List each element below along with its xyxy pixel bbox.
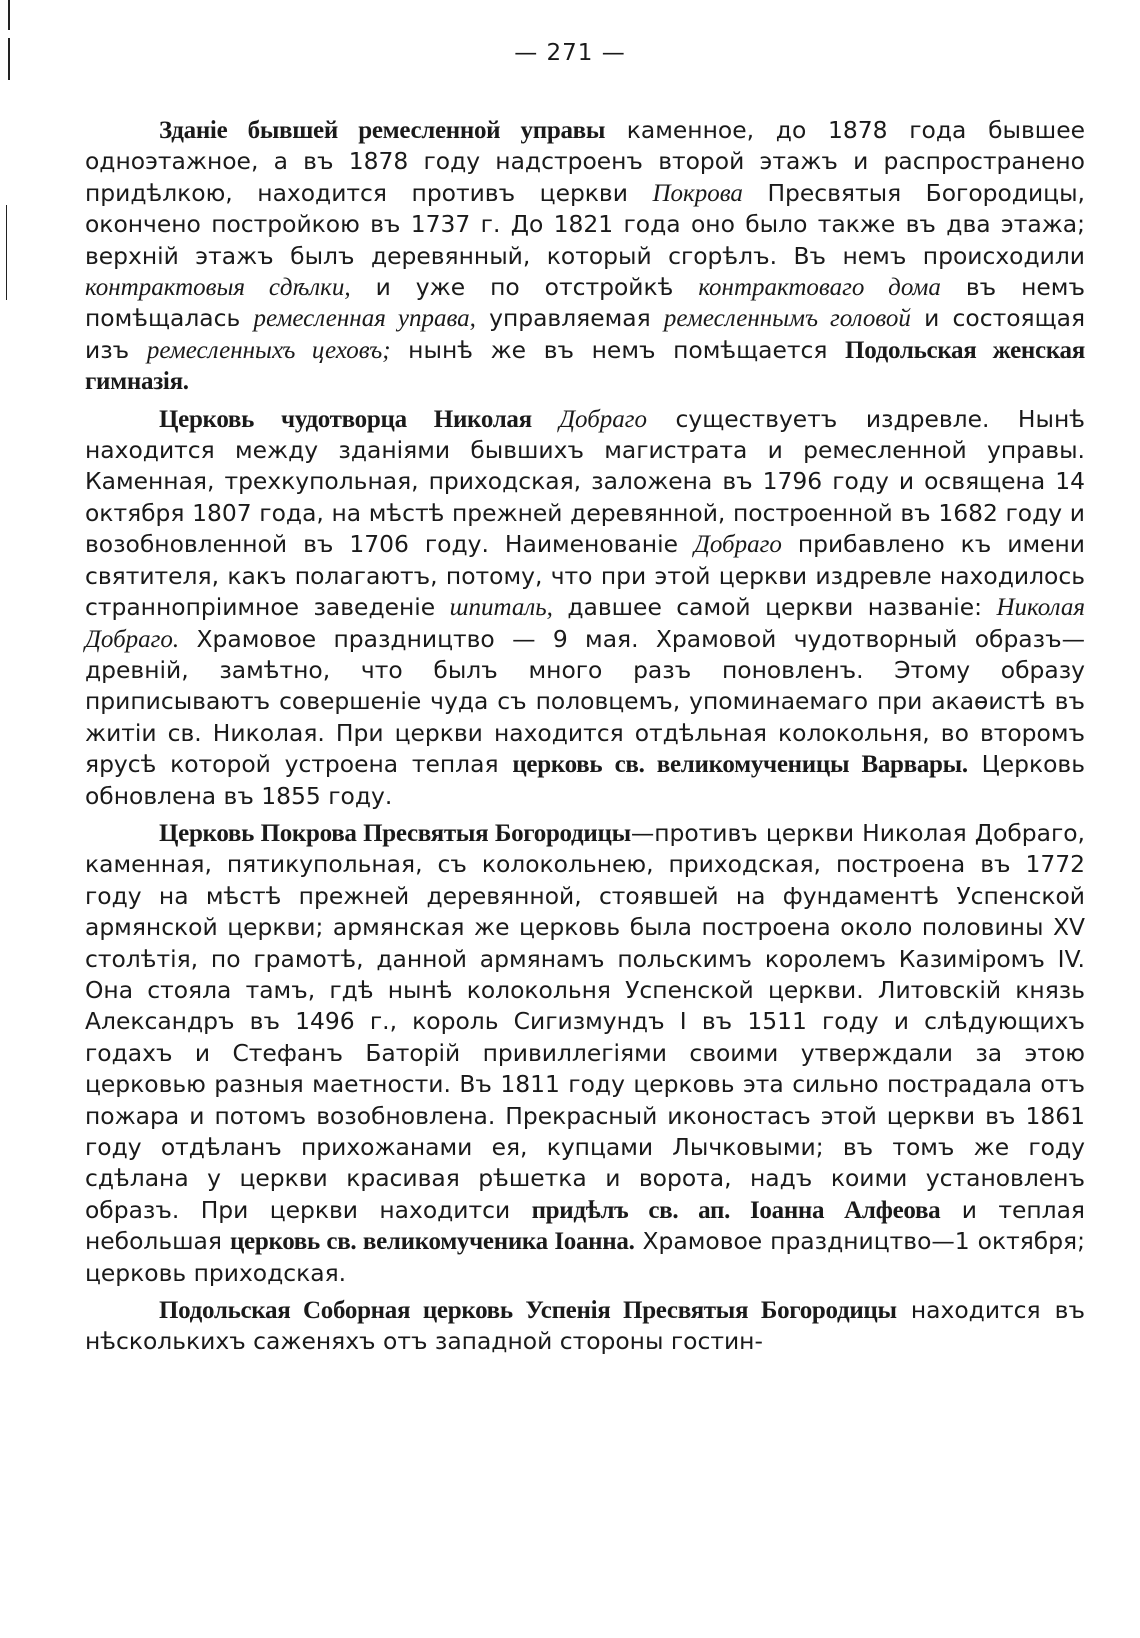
text: Храмовое праздництво — 9 мая. Храмовой чудотворный образъ—древній, замѣтно, что былъ много разъ поновленъ. Этому образу приписываютъ совершеніе чуда съ половцемъ, упоминаемаго при акаѳистѣ въ житіи св. Николая. При церкви находится отдѣльная колокольня, во второмъ ярусѣ которой устроена теплая xyxy=(85,624,1085,779)
heading-st-nicholas-church: Церковь чудотворца Николая xyxy=(159,405,532,433)
heading-dormition-cathedral: Подольская Соборная церковь Успенія Пресвятыя Богородицы xyxy=(159,1297,897,1325)
heading-crafts-board-building: Зданіе бывшей ремесленной управы xyxy=(159,117,606,144)
text: въ немъ помѣщалась xyxy=(85,273,1085,333)
text: управляемая xyxy=(475,304,664,333)
scan-edge-mark-middle xyxy=(6,205,7,300)
text: существуетъ издревле. Нынѣ находится между зданіями бывшихъ магистрата и ремесленной управы. Каменная, трехкупольная, приходская, заложена въ 1796 году и освящена 14 октября 1807 года, на мѣстѣ прежней деревянной, построенной въ 1682 году и возобновленной въ 1706 году. Наименованіе xyxy=(85,404,1085,559)
bold-term-st-barbara-church: церковь св. великомученицы Варвары. xyxy=(512,751,968,779)
page-body xyxy=(85,115,1085,1364)
scan-edge-mark-top xyxy=(8,0,10,30)
italic-term: ремесленнымъ головой xyxy=(663,305,911,333)
text: Храмовое праздництво—1 октября; церковь приходская. xyxy=(85,1227,1085,1287)
text: прибавлено къ имени святителя, какъ полагаютъ, потому, что при этой церкви издревле находилось страннопріимное заведеніе xyxy=(85,530,1085,622)
text: каменное, до 1878 года бывшее одноэтажное, а въ 1878 году надстроенъ второй этажъ и распространено придѣлкою, находится противъ церкви xyxy=(85,116,1085,207)
bold-term-chapel-st-john: придѣлъ св. ап. Іоанна Алфеова xyxy=(531,1196,941,1224)
paragraph-st-nicholas-church xyxy=(85,404,1085,812)
text: давшее самой церкви названіе: xyxy=(552,593,997,622)
text: Пресвятыя Богородицы, окончено постройкою въ 1737 г. До 1821 года оно было также въ два этажа; верхній этажъ былъ деревянный, который сгорѣлъ. Въ немъ происходили xyxy=(85,178,1085,270)
italic-term: Николая Добраго. xyxy=(85,594,1086,653)
bold-term-st-john-church: церковь св. великомученика Іоанна. xyxy=(229,1228,635,1256)
bold-term-gymnasium: Подольская женская гимназія. xyxy=(85,336,1085,396)
text: находится въ нѣсколькихъ саженяхъ отъ западной стороны гостин- xyxy=(85,1296,1085,1356)
paragraph-dormition-cathedral xyxy=(85,1295,1085,1358)
italic-term: Добраго xyxy=(531,405,648,433)
heading-intercession-church: Церковь Покрова Пресвятыя Богородицы xyxy=(159,819,631,847)
italic-term: ремесленныхъ цеховъ; xyxy=(146,336,391,364)
text: и теплая небольшая xyxy=(85,1195,1085,1256)
text: Церковь обновлена въ 1855 году. xyxy=(85,750,1086,810)
italic-term: шпиталь, xyxy=(449,594,553,622)
italic-term: контрактоваго дома xyxy=(698,274,941,302)
text: нынѣ же въ немъ помѣщается xyxy=(390,335,846,364)
italic-term: ремесленная управа, xyxy=(253,305,476,333)
italic-term: Покрова xyxy=(652,179,743,207)
text: —противъ церкви Николая Добраго, каменная, пятикупольная, съ колокольнею, приходская, построена въ 1772 году на мѣстѣ прежней деревянной, стоявшей на фундаментѣ Успенской армянской церкви; армянская же церковь была построена около половины XV столѣтія, по грамотѣ, данной армянамъ польскимъ королемъ Казиміромъ IV. Она стояла тамъ, гдѣ нынѣ колокольня Успенской церкви. Литовскій князь Александръ въ 1496 г., король Сигизмундъ I въ 1511 году и слѣдующихъ годахъ и Стефанъ Баторій привиллегіями своими утверждали за этою церковью разныя маетности. Въ 1811 году церковь эта сильно пострадала отъ пожара и потомъ возобновлена. Прекрасный иконостасъ этой церкви въ 1861 году отдѣланъ прихожанами ея, купцами Лычковыми; въ томъ же году сдѣлана у церкви красивая рѣшетка и ворота, надъ коими установленъ образъ. При церкви находитси xyxy=(85,818,1085,1224)
italic-term: Добраго xyxy=(693,531,782,559)
italic-term: контрактовыя сдѣлки, xyxy=(85,274,351,302)
text: и уже по отстройкѣ xyxy=(350,273,699,302)
paragraph-intercession-church xyxy=(85,818,1085,1289)
paragraph-crafts-board-building xyxy=(85,115,1085,398)
text: и состоящая изъ xyxy=(85,304,1086,364)
page-number: — 271 — xyxy=(514,40,626,66)
